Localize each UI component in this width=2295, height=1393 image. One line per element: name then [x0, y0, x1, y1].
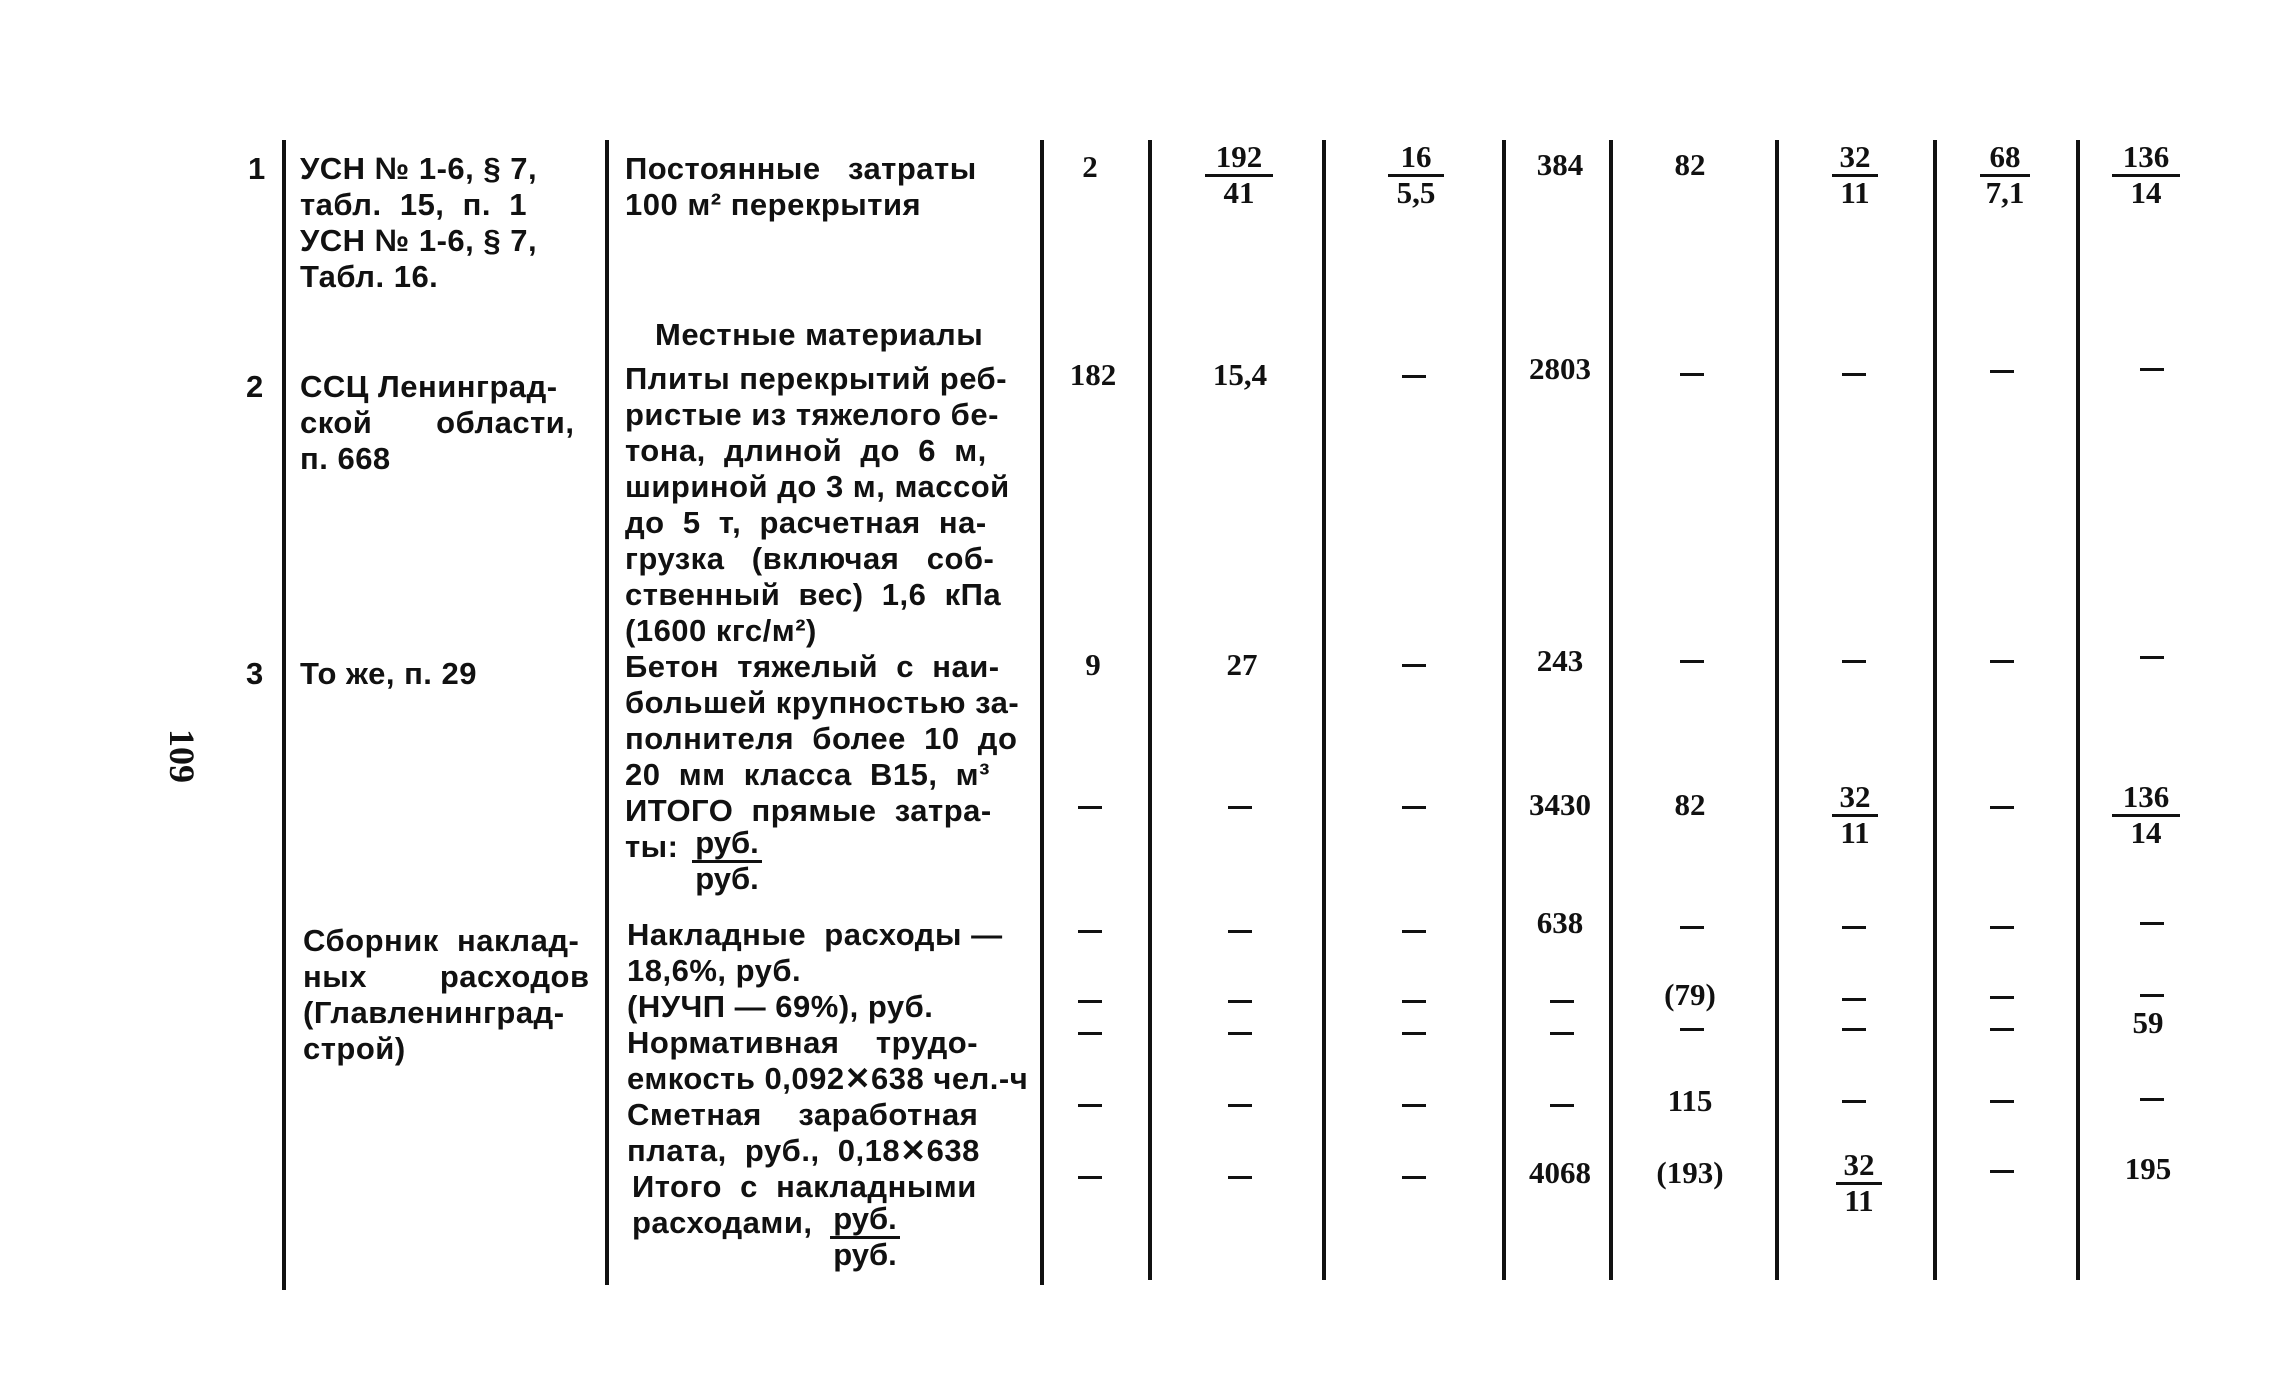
- row-source-line: ССЦ Ленинград-: [300, 369, 558, 404]
- overhead-description-line: 18,6%, руб.: [627, 953, 802, 988]
- cell-dash: [1078, 930, 1102, 933]
- cell-dash: [1842, 373, 1866, 376]
- cell-cost: 638: [1536, 905, 1584, 940]
- cell-dash: [1402, 1104, 1426, 1107]
- cell-dash: [1680, 926, 1704, 929]
- cell-dash: [1842, 926, 1866, 929]
- cell-qty: 182: [1069, 357, 1117, 392]
- cell-dash: [2140, 994, 2164, 997]
- row-description-line: Постоянные затраты: [625, 151, 977, 186]
- cell-dash: [1990, 996, 2014, 999]
- page-number: 109: [162, 729, 202, 783]
- column-rule-4: [1322, 140, 1326, 1280]
- cell-dash: [2140, 1098, 2164, 1101]
- unit-fraction: [692, 825, 762, 896]
- fraction-numerator: 32: [1832, 782, 1878, 817]
- cell-dash: [1842, 998, 1866, 1001]
- section-heading: Местные материалы: [655, 317, 984, 352]
- cell-dash: [2140, 368, 2164, 371]
- row-source-line: УСН № 1-6, § 7,: [300, 151, 538, 186]
- cell-price: 27: [1226, 647, 1258, 682]
- row-source-line: Табл. 16.: [300, 259, 439, 294]
- cell-dash: [1078, 1176, 1102, 1179]
- row-description-line: до 5 т, расчетная на-: [625, 505, 987, 540]
- row-source-line: УСН № 1-6, § 7,: [300, 223, 538, 258]
- fraction-denominator: руб.: [833, 1237, 897, 1272]
- cell-dash: [1990, 370, 2014, 373]
- column-rule-3: [1148, 140, 1152, 1280]
- fraction-numerator: руб.: [830, 1204, 900, 1239]
- cell-price: 15,4: [1212, 357, 1268, 392]
- cell-qty: 9: [1085, 647, 1101, 682]
- cell-dash: [1550, 1000, 1574, 1003]
- row-description-line: ственный вес) 1,6 кПа: [625, 577, 1002, 612]
- overhead-description-line: Нормативная трудо-: [627, 1025, 979, 1060]
- row-description-line: ристые из тяжелого бе-: [625, 397, 999, 432]
- column-rule-6: [1609, 140, 1613, 1280]
- overhead-source-line: ных расходов: [303, 959, 590, 994]
- overhead-description-line: расходами,: [632, 1205, 813, 1240]
- overhead-source-line: Сборник наклад-: [303, 923, 580, 958]
- row-number: 3: [246, 656, 264, 691]
- overhead-source-line: (Главленинград-: [303, 995, 565, 1030]
- cell-dash: [1990, 926, 2014, 929]
- row-description-line: большей крупностью за-: [625, 685, 1020, 720]
- overhead-description-line: Сметная заработная: [627, 1097, 979, 1132]
- row-source-line: ской области,: [300, 405, 575, 440]
- cell-dash: [1402, 930, 1426, 933]
- cell-fraction: [1836, 1147, 1882, 1218]
- cell-labor: 195: [2124, 1151, 2172, 1186]
- fraction-numerator: 192: [1205, 142, 1273, 177]
- row-source-line: То же, п. 29: [300, 656, 477, 691]
- overhead-description-line: Накладные расходы —: [627, 917, 1003, 952]
- fraction-numerator: 68: [1980, 142, 2030, 177]
- cell-dash: [1402, 1000, 1426, 1003]
- cell-dash: [1228, 930, 1252, 933]
- cell-cost: 3430: [1529, 787, 1591, 822]
- overhead-description-line: плата, руб., 0,18✕638: [627, 1133, 980, 1168]
- cell-dash: [1228, 1032, 1252, 1035]
- cell-fraction: [1832, 139, 1878, 210]
- row-description-line: полнителя более 10 до: [625, 721, 1018, 756]
- cell-cost: 2803: [1529, 351, 1591, 386]
- cell-fraction: [1388, 139, 1444, 210]
- cell-dash: [2140, 656, 2164, 659]
- cell-dash: [1078, 1000, 1102, 1003]
- cell-fraction: [2112, 139, 2180, 210]
- row-number: 1: [248, 151, 266, 186]
- cell-dash: [1550, 1104, 1574, 1107]
- fraction-numerator: 136: [2112, 142, 2180, 177]
- row-number: 2: [246, 369, 264, 404]
- cell-cost: 243: [1536, 643, 1584, 678]
- column-rule-9: [2076, 140, 2080, 1280]
- fraction-numerator: 32: [1832, 142, 1878, 177]
- row-description-line: шириной до 3 м, массой: [625, 469, 1010, 504]
- cell-dash: [1228, 1000, 1252, 1003]
- fraction-numerator: 136: [2112, 782, 2180, 817]
- row-description-line: Бетон тяжелый с наи-: [625, 649, 1000, 684]
- cell-fraction: [1205, 139, 1273, 210]
- fraction-denominator: руб.: [695, 861, 759, 896]
- column-rule-7: [1775, 140, 1779, 1280]
- cell-dash: [1680, 1028, 1704, 1031]
- cell-dash: [1402, 806, 1426, 809]
- cell-wage: (79): [1664, 977, 1716, 1012]
- row-description-line: 100 м² перекрытия: [625, 187, 922, 222]
- row-source-line: п. 668: [300, 441, 391, 476]
- fraction-denominator: 5,5: [1396, 175, 1436, 210]
- row-description-line: (1600 кгс/м²): [625, 613, 817, 648]
- cell-cost: 384: [1536, 147, 1584, 182]
- cell-dash: [1228, 1104, 1252, 1107]
- cell-dash: [1680, 373, 1704, 376]
- fraction-numerator: руб.: [692, 828, 762, 863]
- column-rule-8: [1933, 140, 1937, 1280]
- row-source-line: табл. 15, п. 1: [300, 187, 527, 222]
- cell-dash: [1990, 1170, 2014, 1173]
- column-rule-0: [282, 140, 286, 1290]
- cell-dash: [1078, 1032, 1102, 1035]
- fraction-numerator: 32: [1836, 1150, 1882, 1185]
- cell-dash: [1680, 660, 1704, 663]
- cell-fraction: [2112, 779, 2180, 850]
- cell-dash: [2140, 922, 2164, 925]
- row-description-line: ИТОГО прямые затра-: [625, 793, 992, 828]
- cell-cost: 4068: [1529, 1155, 1591, 1190]
- cell-dash: [1402, 664, 1426, 667]
- fraction-denominator: 41: [1223, 175, 1255, 210]
- cell-qty: 2: [1082, 149, 1098, 184]
- cell-dash: [1402, 1032, 1426, 1035]
- fraction-denominator: 11: [1844, 1183, 1874, 1218]
- row-description-line: Плиты перекрытий реб-: [625, 361, 1008, 396]
- cell-fraction: [1832, 779, 1878, 850]
- column-rule-5: [1502, 140, 1506, 1280]
- cell-dash: [1990, 806, 2014, 809]
- fraction-numerator: 16: [1388, 142, 1444, 177]
- cell-dash: [1842, 1028, 1866, 1031]
- cell-fraction: [1980, 139, 2030, 210]
- fraction-denominator: 14: [2130, 175, 2162, 210]
- cell-dash: [1078, 1104, 1102, 1107]
- overhead-description-line: Итого с накладными: [632, 1169, 977, 1204]
- cell-dash: [1842, 1100, 1866, 1103]
- cell-dash: [1402, 375, 1426, 378]
- column-rule-1: [605, 140, 609, 1285]
- row-description-line: грузка (включая соб-: [625, 541, 995, 576]
- row-description-line: ты:: [625, 829, 679, 864]
- row-description-line: 20 мм класса В15, м³: [625, 757, 990, 792]
- fraction-denominator: 14: [2130, 815, 2162, 850]
- cell-dash: [1990, 1100, 2014, 1103]
- cell-dash: [1078, 806, 1102, 809]
- row-description-line: тона, длиной до 6 м,: [625, 433, 987, 468]
- unit-fraction: [830, 1201, 900, 1272]
- cell-dash: [1402, 1176, 1426, 1179]
- fraction-denominator: 11: [1840, 175, 1870, 210]
- cell-dash: [1990, 1028, 2014, 1031]
- cell-wage: 82: [1674, 147, 1706, 182]
- cell-dash: [1228, 1176, 1252, 1179]
- cell-wage: 115: [1667, 1083, 1713, 1118]
- fraction-denominator: 11: [1840, 815, 1870, 850]
- cell-dash: [1550, 1032, 1574, 1035]
- cell-wage: 82: [1674, 787, 1706, 822]
- overhead-description-line: емкость 0,092✕638 чел.-ч: [627, 1061, 1029, 1096]
- cell-labor: 59: [2132, 1005, 2164, 1040]
- overhead-source-line: строй): [303, 1031, 406, 1066]
- cell-dash: [1990, 660, 2014, 663]
- cell-wage: (193): [1656, 1155, 1724, 1190]
- fraction-denominator: 7,1: [1985, 175, 2025, 210]
- cell-dash: [1228, 806, 1252, 809]
- cell-dash: [1842, 660, 1866, 663]
- column-rule-2: [1040, 140, 1044, 1285]
- overhead-description-line: (НУЧП — 69%), руб.: [627, 989, 934, 1024]
